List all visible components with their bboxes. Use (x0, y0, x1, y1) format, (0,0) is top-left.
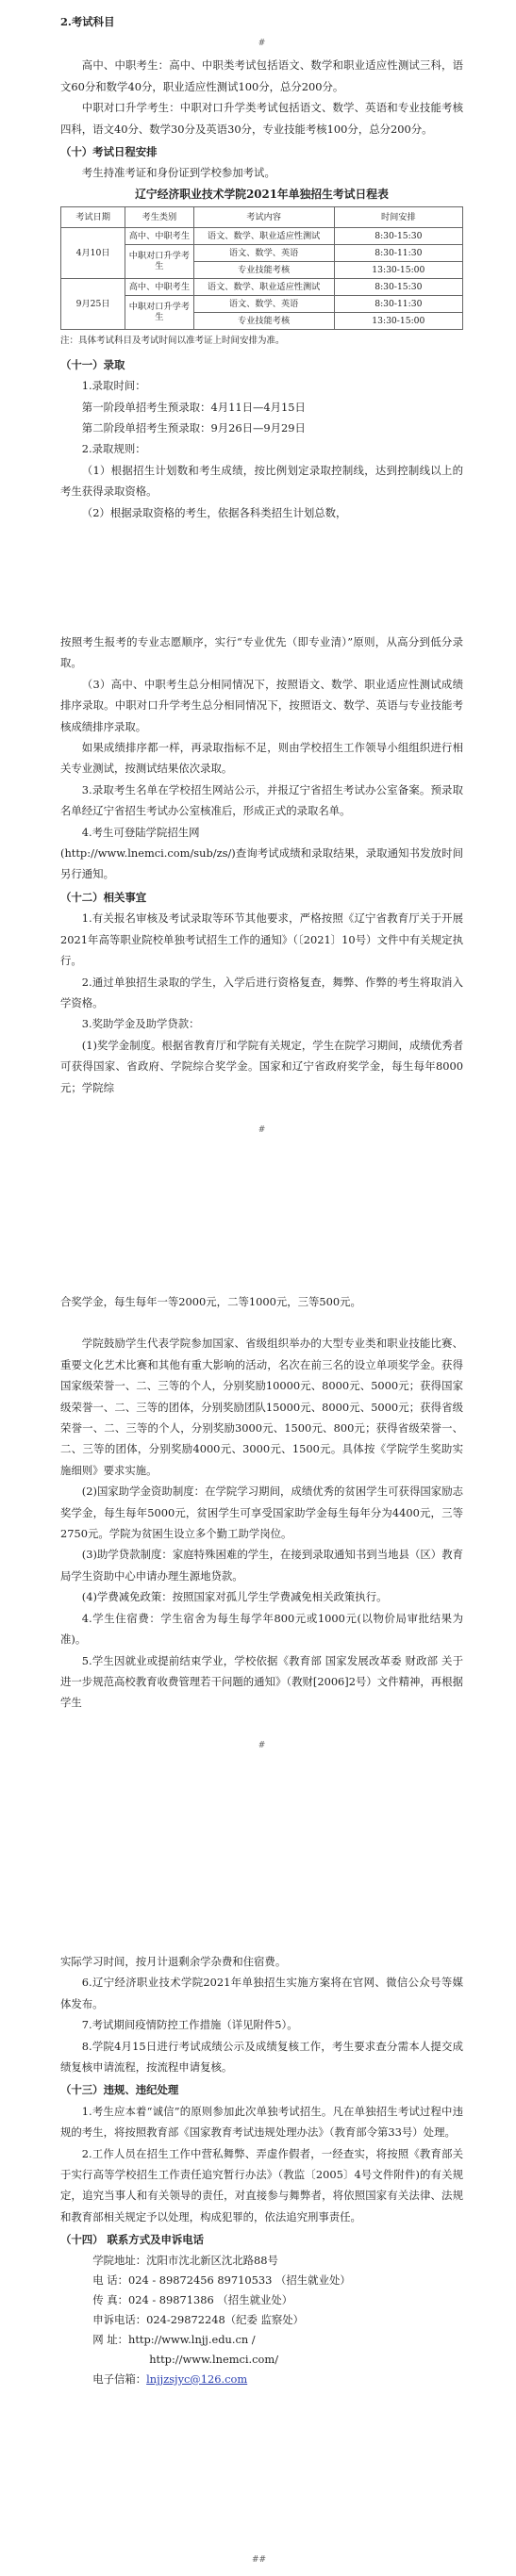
table-cell-date: 4月10日 (61, 227, 125, 278)
table-cell-content: 专业技能考核 (193, 312, 334, 329)
special-scholarship: 学院鼓励学生代表学院参加国家、省级组织举办的大型专业类和职业技能比赛、重要文化艺术比赛和其他有重大影响的活动，名次在前三名的设立单项奖学金。获得国家级荣誉一、二、三等的个人，分别奖励10000元、8000元、5000元；获得国家级荣誉一、二、三等的团体，分别奖励团队15000元、8000元、5000元；获得省级荣誉一、二、三等的个人，分别奖励3000元、1500元、800元；获得省级荣誉一、二、三等的团体，分别奖励4000元、3000元、1500元。具体按《学院学生奖助实施细则》要求实施。 (60, 1337, 463, 1477)
contact-appeal-phone: 申诉电话：024-29872248（纪委 监察处） (92, 2312, 305, 2326)
table-row (61, 227, 463, 244)
sheet-3 (25, 1282, 493, 1942)
website-link-2[interactable]: http://www.lnemci.com/ (149, 2352, 279, 2366)
table-header: 考试内容 (193, 206, 334, 227)
admission-phase-2: 第二阶段单招考生预录取：9月26日—9月29日 (81, 421, 306, 435)
table-cell-content: 语文、数学、英语 (193, 295, 334, 312)
page-mark: # (258, 39, 266, 49)
matter-3-2: (2)国家助学金资助制度：在学院学习期间，成绩优秀的贫困学生可获得国家励志奖学金，每生每年5000元，贫困学生可享受国家助学金每生每年分为4400元，三等2750元。学院为贫困生设立多个勤工助学岗位。 (60, 1485, 463, 1541)
table-cell-time: 8:30-15:30 (334, 278, 462, 295)
schedule-table-title: 辽宁经济职业技术学院2021年单独招生考试日程表 (135, 187, 389, 201)
table-header: 考生类别 (125, 206, 193, 227)
table-cell-content: 语文、数学、职业适应性测试 (193, 278, 334, 295)
contact-phone: 电 话：024 - 89872456 89710533 （招生就业处） (92, 2272, 351, 2287)
table-cell-type: 高中、中职考生 (125, 278, 193, 295)
admission-tie-rule: 如果成绩排序都一样，再录取指标不足，则由学校招生工作领导小组组织进行相关专业测试，按测试结果依次录取。 (60, 741, 463, 776)
heading-admission: （十一）录取 (60, 357, 125, 371)
matter-5-cont: 实际学习时间，按月计退剩余学杂费和住宿费。 (60, 1955, 287, 1968)
table-note: 注：具体考试科目及考试时间以准考证上时间安排为准。 (60, 335, 285, 346)
table-cell-time: 13:30-15:00 (334, 312, 462, 329)
matter-2: 2.通过单独招生录取的学生，入学后进行资格复查，舞弊、作弊的考生将取消入学资格。 (60, 975, 463, 1009)
page-mark: # (258, 1740, 266, 1750)
subjects-vocational: 中职对口升学考生：中职对口升学类考试包括语文、数学、英语和专业技能考核四科，语文40分、数学30分及英语30分，专业技能考核100分，总分200分。 (60, 101, 463, 136)
admission-rule-3: （3）高中、中职考生总分相同情况下，按照语文、数学、职业适应性测试成绩排序录取。中职对口升学考生总分相同情况下，按照语文、数学、英语与专业技能考核成绩排序录取。 (60, 677, 463, 733)
website-link-1[interactable]: http://www.lnjj.edu.cn / (127, 2332, 256, 2346)
table-row (61, 278, 463, 295)
admission-time-label: 1.录取时间： (81, 379, 146, 393)
page-number: ## (251, 2555, 267, 2565)
matter-3-1: (1)奖学金制度。根据省教育厅和学院有关规定，学生在院学习期间，成绩优秀者可获得国家、省政府、学院综合奖学金。国家和辽宁省政府奖学金，每生每年8000元；学院综 (60, 1038, 463, 1094)
email-link[interactable]: lnjjzsjyc@126.com (146, 2371, 248, 2386)
matter-8: 8.学院4月15日进行考试成绩公示及成绩复核工作，考生要求查分需本人提交成绩复核申请流程，按流程申请复核。 (60, 2039, 463, 2075)
contact-block (60, 2251, 463, 2389)
table-cell-time: 8:30-11:30 (334, 244, 462, 261)
table-cell-time: 13:30-15:00 (334, 261, 462, 278)
contact-email-row (60, 2370, 463, 2389)
table-cell-content: 语文、数学、英语 (193, 244, 334, 261)
admission-rule-2: （2）根据录取资格的考生，依据各科类招生计划总数， (81, 505, 347, 519)
sheet-2 (25, 622, 493, 1282)
heading-violations: （十三）违规、违纪处理 (60, 2083, 179, 2097)
schedule-table (60, 206, 463, 330)
contact-fax: 传 真：024 - 89871386 （招生就业处） (92, 2292, 293, 2306)
table-cell-date: 9月25日 (61, 278, 125, 329)
matter-3-3: (3)助学贷款制度：家庭特殊困难的学生，在接到录取通知书到当地县（区）教育局学生资助中心申请办理生源地贷款。 (60, 1548, 463, 1583)
table-cell-content: 语文、数学、职业适应性测试 (193, 227, 334, 244)
table-cell-type: 高中、中职考生 (125, 227, 193, 244)
matter-4: 4.学生住宿费：学生宿舍为每生每学年800元或1000元(以物价局审批结果为准)。 (60, 1611, 463, 1647)
heading-contact: （十四） 联系方式及申诉电话 (60, 2233, 205, 2247)
sheet-1 (25, 0, 493, 622)
matter-1: 1.有关报名审核及考试录取等环节其他要求，严格按照《辽宁省教育厅关于开展2021年高等职业院校单独考试招生工作的通知》（〔2021〕10号）文件中有关规定执行。 (60, 911, 463, 968)
admission-publicity: 3.录取考生名单在学校招生网站公示，并报辽宁省招生考试办公室备案。预录取名单经辽宁省招生考试办公室核准后，形成正式的录取名单。 (60, 782, 463, 818)
schedule-note: 考生持准考证和身份证到学校参加考试。 (81, 166, 275, 180)
admission-phase-1: 第一阶段单招考生预录取：4月11日—4月15日 (81, 400, 306, 414)
subjects-hs: 高中、中职考生：高中、中职类考试包括语文、数学和职业适应性测试三科，语文60分和数学40分，职业适应性测试100分，总分200分。 (60, 58, 463, 93)
heading-schedule: （十）考试日程安排 (60, 145, 158, 159)
matter-6: 6.辽宁经济职业技术学院2021年单独招生实施方案将在官网、微信公众号等媒体发布。 (60, 1976, 463, 2010)
admission-query: 4.考生可登陆学院招生网 (81, 825, 200, 839)
table-cell-type: 中职对口升学考生 (125, 244, 193, 278)
table-header: 时间安排 (334, 206, 462, 227)
admission-rule-1: （1）根据招生计划数和考生成绩，按比例划定录取控制线，达到控制线以上的考生获得录取资格。 (60, 463, 463, 499)
table-cell-time: 8:30-11:30 (334, 295, 462, 312)
heading-exam-subjects: 2.考试科目 (60, 15, 115, 28)
matter-5: 5.学生因就业或提前结束学业，学校依据《教育部 国家发展改革委 财政部 关于进一步规范高校教育收费管理若干问题的通知》（教财[2006]2号）文件精神，再根据学生 (60, 1653, 463, 1710)
matter-3: 3.奖助学金及助学贷款： (81, 1017, 200, 1031)
violation-2: 2.工作人员在招生工作中营私舞弊、弄虚作假者，一经查实，将按照《教育部关于实行高等学校招生工作责任追究暂行办法》（教监〔2005〕4号文件附件)的有关规定，追究当事人和有关领导的责任，对直接参与舞弊者，将依照国家有关法律、法规和教育部相关规定予以处理，构成犯罪的，依法追究刑事责任。 (60, 2146, 463, 2223)
heading-related-matters: （十二）相关事宜 (60, 890, 147, 904)
email-label: 电子信箱： (92, 2371, 147, 2386)
contact-website-row-2 (60, 2350, 463, 2370)
sheet-4 (25, 1942, 493, 2576)
admission-rule-2-cont: 按照考生报考的专业志愿顺序，实行“专业优先（即专业清）”原则，从高分到低分录取。 (60, 635, 463, 670)
admission-query-url[interactable]: (http://www.lnemci.com/sub/zs/)查询考试成绩和录取结果，录取通知书发放时间另行通知。 (60, 846, 463, 881)
table-header: 考试日期 (61, 206, 125, 227)
contact-address: 学院地址：沈阳市沈北新区沈北路88号 (92, 2253, 278, 2267)
matter-3-1-cont: 合奖学金，每生每年一等2000元，二等1000元，三等500元。 (60, 1295, 361, 1308)
violation-1: 1.考生应本着“诚信”的原则参加此次单独考试招生。凡在单独招生考试过程中违规的考生，将按照教育部《国家教育考试违规处理办法》（教育部令第33号）处理。 (60, 2104, 463, 2140)
table-cell-content: 专业技能考核 (193, 261, 334, 278)
matter-7: 7.考试期间疫情防控工作措施（详见附件5）。 (81, 2018, 298, 2032)
table-header-row (61, 206, 463, 227)
page-mark: # (258, 1124, 266, 1135)
table-cell-type: 中职对口升学考生 (125, 295, 193, 329)
website-label: 网 址： (92, 2332, 128, 2346)
contact-website-row (60, 2330, 463, 2350)
table-cell-time: 8:30-15:30 (334, 227, 462, 244)
admission-rules-label: 2.录取规则： (81, 442, 146, 456)
matter-3-4: (4)学费减免政策：按照国家对孤儿学生学费减免相关政策执行。 (81, 1590, 388, 1604)
